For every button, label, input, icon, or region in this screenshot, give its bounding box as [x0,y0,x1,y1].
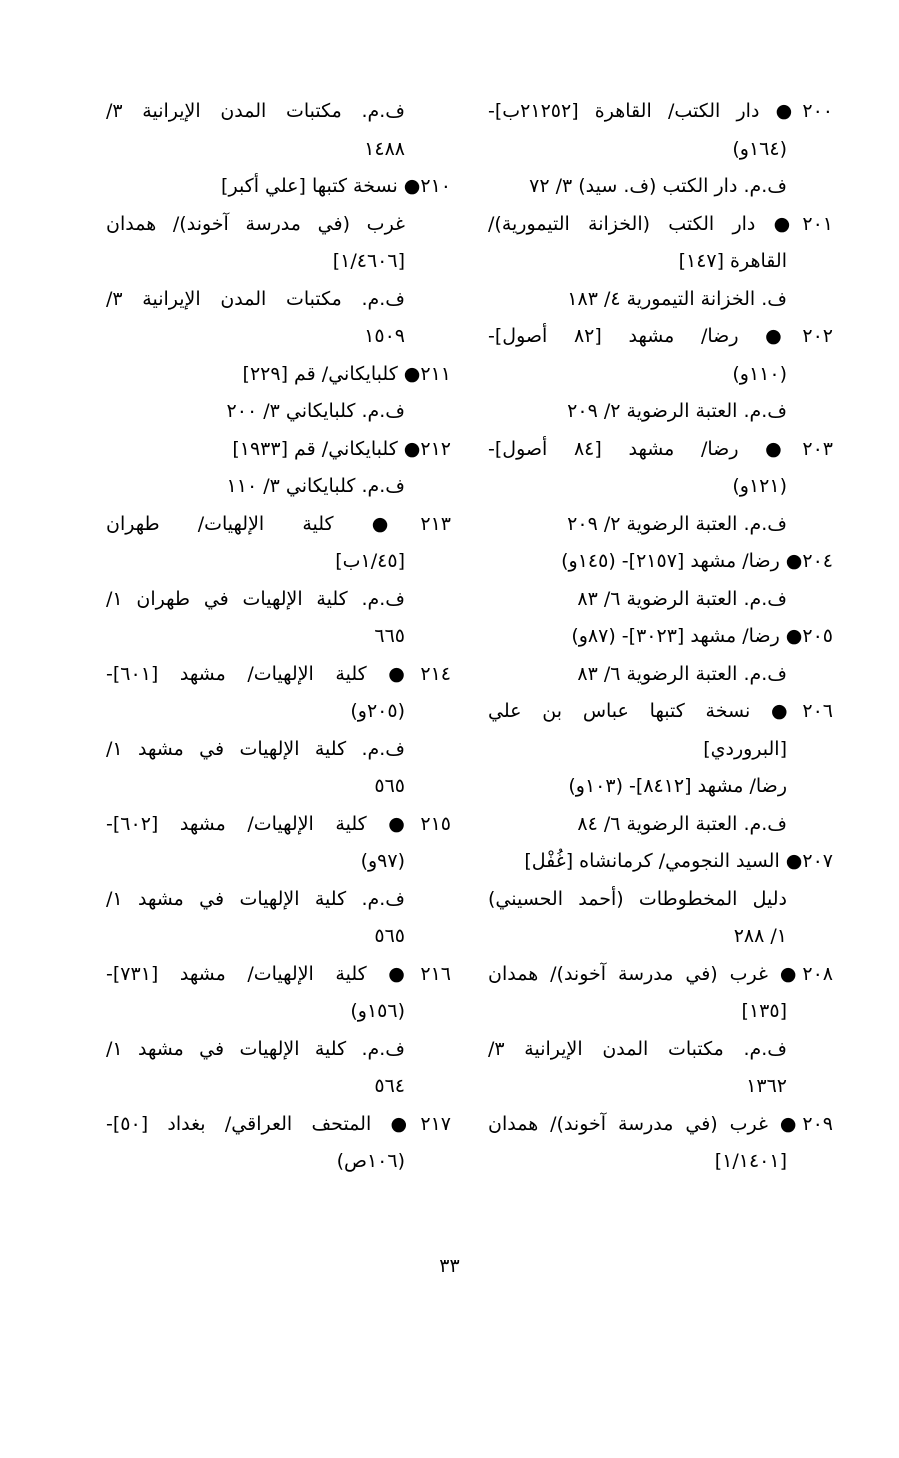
catalog-line: القاهرة [١٤٧] [678,250,787,272]
catalog-line: (١٢١و) [732,475,787,497]
catalog-line: ف.م. العتبة الرضوية ٢/ ٢٠٩ [567,512,787,535]
catalog-line: ف.م. مكتبات المدن الإيرانية ٣/ [488,1037,787,1060]
catalog-line: ٥٦٤ [374,1075,405,1097]
catalog-line: ٢٠٢● رضا/ مشهد [٨٢ أصول]- [488,325,833,347]
catalog-line: [البروردي] [703,737,787,760]
catalog-line: ٢٠٠● دار الكتب/ القاهرة [٢١٢٥٢ب]- [488,100,833,122]
catalog-line: (١٦٤و) [732,137,787,160]
catalog-line: ٦٦٥ [374,625,405,647]
catalog-line: ف.م. كلية الإلهيات في طهران ١/ [106,587,405,610]
catalog-line: ف.م. كلية الإلهيات في مشهد ١/ [106,737,405,760]
catalog-line: (١٠٦ص) [336,1150,405,1172]
catalog-line: ٥٦٥ [374,925,405,947]
catalog-line: [١/٤٦٠٦] [332,250,405,272]
catalog-line: ف.م. العتبة الرضوية ٢/ ٢٠٩ [567,400,787,422]
catalog-line: ف.م. العتبة الرضوية ٦/ ٨٣ [577,662,787,685]
catalog-line: ٢١٣● كلية الإلهيات/ طهران [106,512,451,535]
catalog-line: ٢٠٧● السيد النجومي/ كرمانشاه [غُفْل] [524,850,833,872]
left-column [106,93,451,1181]
catalog-line: ٢١٥● كلية الإلهيات/ مشهد [٦٠٢]- [106,812,451,835]
catalog-line: ١/ ٢٨٨ [733,925,787,947]
catalog-line: ف.م. كلية الإلهيات في مشهد ١/ [106,1037,405,1060]
catalog-line: غرب (في مدرسة آخوند)/ همدان [106,212,405,235]
page-number: ٣٣ [439,1255,460,1277]
catalog-line: ١٤٨٨ [364,137,405,160]
catalog-line: ٢١٠● نسخة كتبها [علي أكبر] [221,175,451,197]
catalog-line: ف.م. العتبة الرضوية ٦/ ٨٣ [577,587,787,610]
catalog-line: ٢١٢● كلبايكاني/ قم [١٩٣٣] [232,437,451,460]
catalog-line: (٢٠٥و) [350,700,405,722]
catalog-line: (٩٧و) [360,850,405,872]
catalog-line: ٢٠٦● نسخة كتبها عباس بن علي [488,700,833,722]
catalog-line: ف. الخزانة التيمورية ٤/ ١٨٣ [567,287,787,310]
catalog-line: [١/١٤٠١] [714,1150,787,1172]
catalog-line: ٢٠٥● رضا/ مشهد [٣٠٢٣]- (٨٧و) [571,625,833,647]
catalog-line: ٢٠٤● رضا/ مشهد [٢١٥٧]- (١٤٥و) [561,550,833,572]
catalog-line: ف.م. كلية الإلهيات في مشهد ١/ [106,887,405,910]
catalog-line: ٢١٧● المتحف العراقي/ بغداد [٥٠]- [106,1112,451,1135]
catalog-line: دليل المخطوطات (أحمد الحسيني) [488,887,787,910]
catalog-line: ف.م. مكتبات المدن الإيرانية ٣/ [106,100,405,122]
catalog-line: ٢١٤● كلية الإلهيات/ مشهد [٦٠١]- [106,662,451,685]
catalog-line: [١٣٥] [741,1000,787,1022]
catalog-line: ف.م. كلبايكاني ٣/ ١١٠ [226,475,405,497]
catalog-line: ف.م. دار الكتب (ف. سيد) ٣/ ٧٢ [529,175,787,197]
catalog-line: ٢٠٨● غرب (في مدرسة آخوند)/ همدان [488,962,833,985]
catalog-line: ٥٦٥ [374,775,405,797]
catalog-line: [١/٤٥ب] [335,550,405,572]
catalog-line: ١٥٠٩ [364,325,405,347]
catalog-line: (١١٠و) [732,362,787,385]
catalog-line: (١٥٦و) [350,1000,405,1022]
right-column [488,93,833,1181]
catalog-line: ٢١١● كلبايكاني/ قم [٢٢٩] [242,362,451,385]
catalog-line: ٢٠١● دار الكتب (الخزانة التيمورية)/ [488,212,833,235]
catalog-line: ١٣٦٢ [746,1075,787,1097]
catalog-line: ٢١٦● كلية الإلهيات/ مشهد [٧٣١]- [106,962,451,985]
catalog-line: ف.م. العتبة الرضوية ٦/ ٨٤ [577,812,787,835]
catalog-line: ف.م. كلبايكاني ٣/ ٢٠٠ [226,400,405,422]
catalog-line: رضا/ مشهد [٨٤١٢]- (١٠٣و) [568,775,787,797]
catalog-line: ف.م. مكتبات المدن الإيرانية ٣/ [106,287,405,310]
catalog-line: ٢٠٩● غرب (في مدرسة آخوند)/ همدان [488,1112,833,1135]
catalog-line: ٢٠٣● رضا/ مشهد [٨٤ أصول]- [488,437,833,460]
